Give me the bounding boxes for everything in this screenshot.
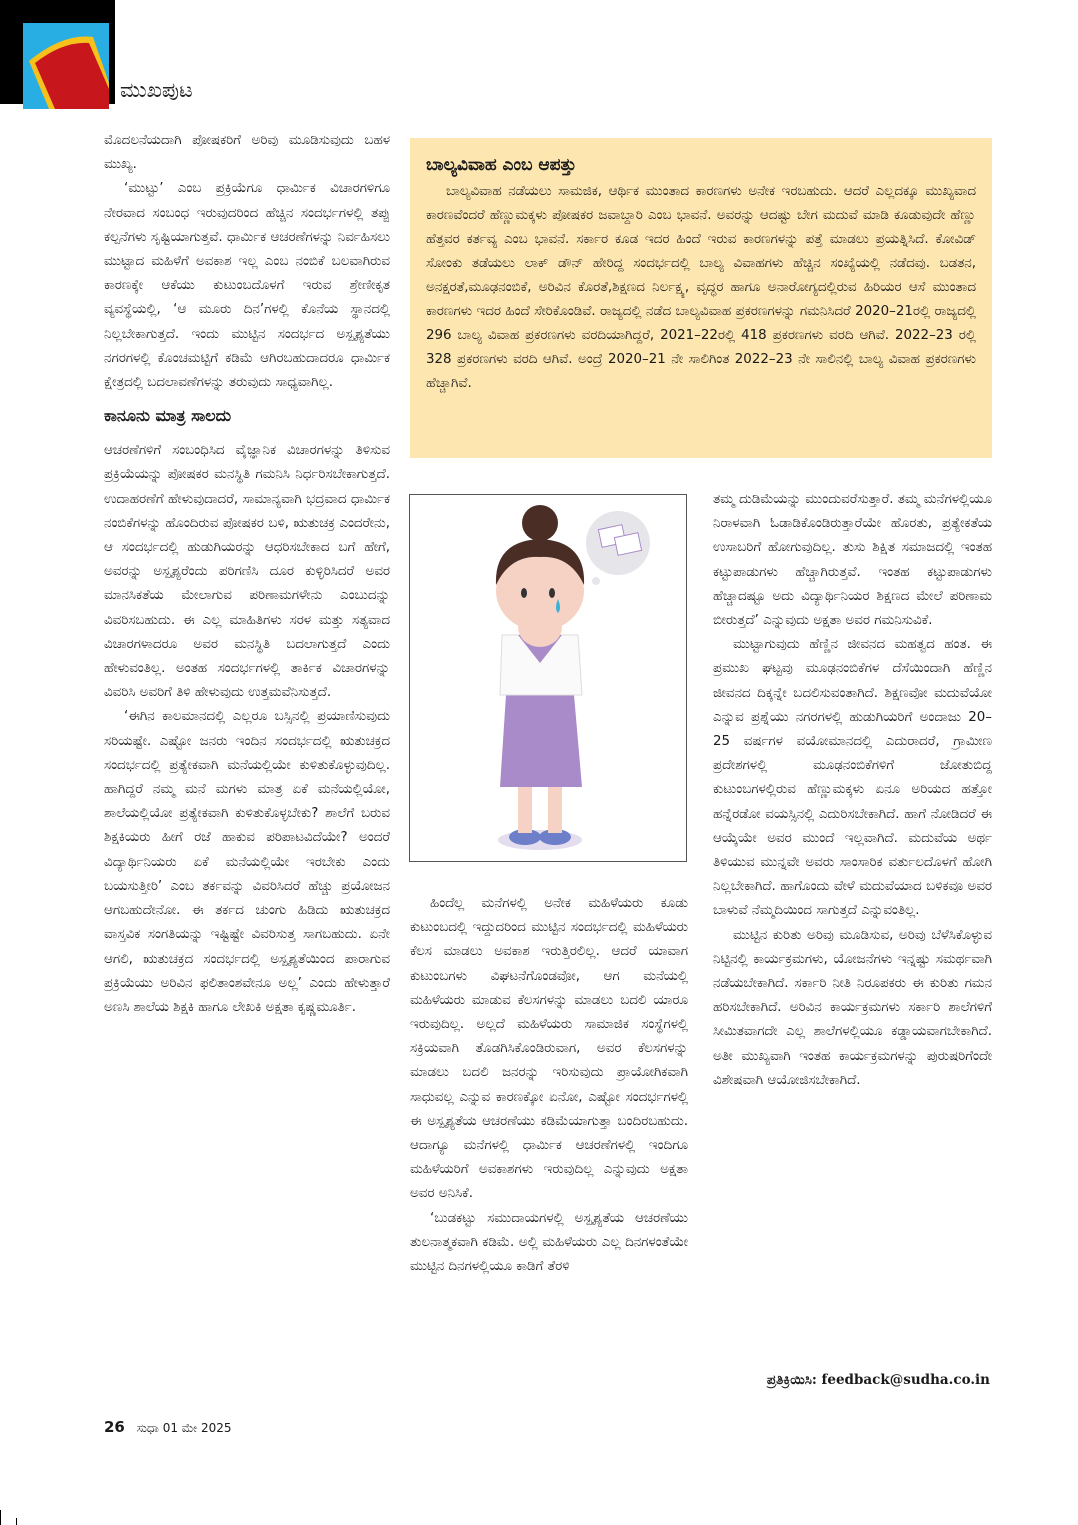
paragraph: ‘ಮುಟ್ಟು’ ಎಂಬ ಪ್ರಕ್ರಿಯೆಗೂ ಧಾರ್ಮಿಕ ವಿಚಾರಗಳಿಗೂ ನೇರವಾದ ಸಂಬಂಧ ಇರುವುದರಿಂದ ಹೆಚ್ಚಿನ ಸಂದರ್ಭಗಳಲ್ಲಿ ತಪ್ಪು ಕಲ್ಪನೆಗಳು ಸೃಷ್ಟಿಯಾಗುತ್ತವೆ. ಧಾರ್ಮಿಕ ಆಚರಣೆಗಳನ್ನು ನಿರ್ವಹಿಸಲು ಮುಟ್ಟಾದ ಮಹಿಳೆಗೆ ಅವಕಾಶ ಇಲ್ಲ ಎಂಬ ನಂಬಿಕೆ ಬಲವಾಗಿರುವ ಕಾರಣಕ್ಕೇ ಆಕೆಯು ಕುಟುಂಬದೊಳಗೆ ಇರುವ ಶ್ರೇಣೀಕೃತ ವ್ಯವಸ್ಥೆಯಲ್ಲಿ, ‘ಆ ಮೂರು ದಿನ’ಗಳಲ್ಲಿ ಕೊನೆಯ ಸ್ಥಾನದಲ್ಲಿ ನಿಲ್ಲಬೇಕಾಗುತ್ತದೆ. ಇಂದು ಮುಟ್ಟಿನ ಸಂದರ್ಭದ ಅಸ್ಪೃಶ್ಯತೆಯು ನಗರಗಳಲ್ಲಿ ಕೊಂಚಮಟ್ಟಿಗೆ ಕಡಿಮೆ ಆಗಿರಬಹುದಾದರೂ ಧಾರ್ಮಿಕ ಕ್ಷೇತ್ರದಲ್ಲಿ ಬದಲಾವಣೆಗಳನ್ನು ತರುವುದು ಸಾಧ್ಯವಾಗಿಲ್ಲ.: [104, 181, 390, 391]
paragraph: ಮುಟ್ಟಿನ ಕುರಿತು ಅರಿವು ಮೂಡಿಸುವ, ಅರಿವು ಬೆಳೆಸಿಕೊಳ್ಳುವ ನಿಟ್ಟಿನಲ್ಲಿ ಕಾರ್ಯಕ್ರಮಗಳು, ಯೋಜನೆಗಳು ಇನ್ನಷ್ಟು ಸಮರ್ಥವಾಗಿ ನಡೆಯಬೇಕಾಗಿದೆ. ಸರ್ಕಾರಿ ನೀತಿ ನಿರೂಪಕರು ಈ ಕುರಿತು ಗಮನ ಹರಿಸಬೇಕಾಗಿದೆ. ಅರಿವಿನ ಕಾರ್ಯಕ್ರಮಗಳು ಸರ್ಕಾರಿ ಶಾಲೆಗಳಿಗೆ ಸೀಮಿತವಾಗದೇ ಎಲ್ಲ ಶಾಲೆಗಳಲ್ಲಿಯೂ ಕಡ್ಡಾಯವಾಗಬೇಕಾಗಿದೆ. ಅತೀ ಮುಖ್ಯವಾಗಿ ಇಂತಹ ಕಾರ್ಯಕ್ರಮಗಳನ್ನು ಪುರುಷರಿಗೆಂದೇ ವಿಶೇಷವಾಗಿ ಆಯೋಜಿಸಬೇಕಾಗಿದೆ.: [713, 927, 992, 1088]
crop-mark: [0, 1510, 1, 1525]
article-column-2: [410, 892, 688, 1279]
page-footer: [104, 1418, 231, 1436]
paragraph: ಆಚರಣೆಗಳಿಗೆ ಸಂಬಂಧಿಸಿದ ವೈಜ್ಞಾನಿಕ ವಿಚಾರಗಳನ್ನು ತಿಳಿಸುವ ಪ್ರಕ್ರಿಯೆಯನ್ನು ಪೋಷಕರ ಮನಸ್ಥಿತಿ ಗಮನಿಸಿ ನಿರ್ಧರಿಸಬೇಕಾಗುತ್ತದೆ. ಉದಾಹರಣೆಗೆ ಹೇಳುವುದಾದರೆ, ಸಾಮಾನ್ಯವಾಗಿ ಭದ್ರವಾದ ಧಾರ್ಮಿಕ ನಂಬಿಕೆಗಳನ್ನು ಹೊಂದಿರುವ ಪೋಷಕರ ಬಳಿ, ಋತುಚಕ್ರ ಎಂದರೇನು, ಆ ಸಂದರ್ಭದಲ್ಲಿ ಹುಡುಗಿಯರನ್ನು ಆಧರಿಸಬೇಕಾದ ಬಗೆ ಹೇಗೆ, ಅವರನ್ನು ಅಸ್ಪೃಶ್ಯರೆಂದು ಪರಿಗಣಿಸಿ ದೂರ ಕುಳ್ಳಿರಿಸಿದರೆ ಅವರ ಮಾನಸಿಕತೆಯ ಮೇಲಾಗುವ ಪರಿಣಾಮಗಳೇನು ಎಂಬುದನ್ನು ವಿವರಿಸಬಹುದು. ಈ ಎಲ್ಲ ಮಾಹಿತಿಗಳು ಸರಳ ಮತ್ತು ಸತ್ಯವಾದ ವಿಚಾರಗಳಾದರೂ ಅವರ ಮನಸ್ಥಿತಿ ಬದಲಾಗುತ್ತದೆ ಎಂದು ಹೇಳುವಂತಿಲ್ಲ. ಅಂತಹ ಸಂದರ್ಭಗಳಲ್ಲಿ ತಾರ್ಕಿಕ ವಿಚಾರಗಳನ್ನು ವಿವರಿಸಿ ಅವರಿಗೆ ತಿಳಿ ಹೇಳುವುದು ಉತ್ತಮವೆನಿಸುತ್ತದೆ.: [104, 443, 390, 701]
article-column-1: [104, 129, 390, 1020]
paragraph: ಮೊದಲನೆಯದಾಗಿ ಪೋಷಕರಿಗೆ ಅರಿವು ಮೂಡಿಸುವುದು ಬಹಳ ಮುಖ್ಯ.: [104, 133, 390, 173]
paragraph: ‘ಈಗಿನ ಕಾಲಮಾನದಲ್ಲಿ ಎಲ್ಲರೂ ಬಸ್ಸಿನಲ್ಲಿ ಪ್ರಯಾಣಿಸುವುದು ಸರಿಯಷ್ಟೇ. ಎಷ್ಟೋ ಜನರು ಇಂದಿನ ಸಂದರ್ಭದಲ್ಲಿ ಋತುಚಕ್ರದ ಸಂದರ್ಭದಲ್ಲಿ ಪ್ರತ್ಯೇಕವಾಗಿ ಮನೆಯಲ್ಲಿಯೇ ಕುಳಿತುಕೊಳ್ಳುವುದಿಲ್ಲ. ಹಾಗಿದ್ದರೆ ನಮ್ಮ ಮನೆ ಮಗಳು ಮಾತ್ರ ಏಕೆ ಮನೆಯಲ್ಲಿಯೋ, ಶಾಲೆಯಲ್ಲಿಯೋ ಪ್ರತ್ಯೇಕವಾಗಿ ಕುಳಿತುಕೊಳ್ಳಬೇಕು? ಶಾಲೆಗೆ ಬರುವ ಶಿಕ್ಷಕಿಯರು ಹೀಗೆ ರಜೆ ಹಾಕುವ ಪರಿಪಾಟವಿದೆಯೇ? ಅಂದರೆ ವಿದ್ಯಾರ್ಥಿನಿಯರು ಏಕೆ ಮನೆಯಲ್ಲಿಯೇ ಇರಬೇಕು ಎಂದು ಬಯಸುತ್ತೀರಿ’ ಎಂಬ ತರ್ಕವನ್ನು ವಿವರಿಸಿದರೆ ಹೆಚ್ಚು ಪ್ರಯೋಜನ ಆಗಬಹುದೇನೋ. ಈ ತರ್ಕದ ಚುಂಗು ಹಿಡಿದು ಋತುಚಕ್ರದ ವಾಸ್ತವಿಕ ಸಂಗತಿಯನ್ನು ಇಷ್ಟಿಷ್ಟೇ ವಿವರಿಸುತ್ತ ಸಾಗಬಹುದು. ಏನೇ ಆಗಲಿ, ಋತುಚಕ್ರದ ಸಂದರ್ಭದಲ್ಲಿ ಅಸ್ಪೃಶ್ಯತೆಯಿಂದ ಪಾರಾಗುವ ಪ್ರಕ್ರಿಯೆಯು ಅರಿವಿನ ಫಲಿತಾಂಶವೇನೂ ಅಲ್ಲ’ ಎಂದು ಹೇಳುತ್ತಾರೆ ಅಣಸಿ ಶಾಲೆಯ ಶಿಕ್ಷಕಿ ಹಾಗೂ ಲೇಖಕಿ ಅಕ್ಷತಾ ಕೃಷ್ಣಮೂರ್ತಿ.: [104, 709, 390, 1015]
paragraph: ತಮ್ಮ ದುಡಿಮೆಯನ್ನು ಮುಂದುವರೆಸುತ್ತಾರೆ. ತಮ್ಮ ಮನೆಗಳಲ್ಲಿಯೂ ನಿರಾಳವಾಗಿ ಓಡಾಡಿಕೊಂಡಿರುತ್ತಾರೆಯೇ ಹೊರತು, ಪ್ರತ್ಯೇಕತೆಯ ಉಸಾಬರಿಗೆ ಹೋಗುವುದಿಲ್ಲ. ತುಸು ಶಿಕ್ಷಿತ ಸಮಾಜದಲ್ಲಿ ಇಂತಹ ಕಟ್ಟುಪಾಡುಗಳು ಹೆಚ್ಚಾಗಿರುತ್ತವೆ. ಇಂತಹ ಕಟ್ಟುಪಾಡುಗಳು ಹೆಚ್ಚಾದಷ್ಟೂ ಅದು ವಿದ್ಯಾರ್ಥಿನಿಯರ ಶಿಕ್ಷಣದ ಮೇಲೆ ಪರಿಣಾಮ ಬೀರುತ್ತದೆ’ ಎನ್ನುವುದು ಅಕ್ಷತಾ ಅವರ ಗಮನಿಸುವಿಕೆ.: [713, 492, 992, 629]
page-number: 26: [104, 1418, 125, 1436]
paragraph: ಹಿಂದೆಲ್ಲ ಮನೆಗಳಲ್ಲಿ ಅನೇಕ ಮಹಿಳೆಯರು ಕೂಡು ಕುಟುಂಬದಲ್ಲಿ ಇದ್ದುದರಿಂದ ಮುಟ್ಟಿನ ಸಂದರ್ಭದಲ್ಲಿ ಮಹಿಳೆಯರು ಕೆಲಸ ಮಾಡಲು ಅವಕಾಶ ಇರುತ್ತಿರಲಿಲ್ಲ. ಆದರೆ ಯಾವಾಗ ಕುಟುಂಬಗಳು ವಿಘಟನೆಗೊಂಡವೋ, ಆಗ ಮನೆಯಲ್ಲಿ ಮಹಿಳೆಯರು ಮಾಡುವ ಕೆಲಸಗಳನ್ನು ಮಾಡಲು ಬದಲಿ ಯಾರೂ ಇರುವುದಿಲ್ಲ. ಅಲ್ಲದೆ ಮಹಿಳೆಯರು ಸಾಮಾಜಿಕ ಸಂಸ್ಥೆಗಳಲ್ಲಿ ಸಕ್ರಿಯವಾಗಿ ತೊಡಗಿಸಿಕೊಂಡಿರುವಾಗ, ಅವರ ಕೆಲಸಗಳನ್ನು ಮಾಡಲು ಬದಲಿ ಜನರನ್ನು ಇರಿಸುವುದು ಪ್ರಾಯೋಗಿಕವಾಗಿ ಸಾಧುವಲ್ಲ ಎನ್ನುವ ಕಾರಣಕ್ಕೋ ಏನೋ, ಎಷ್ಟೋ ಸಂದರ್ಭಗಳಲ್ಲಿ ಈ ಅಸ್ಪೃಶ್ಯತೆಯ ಆಚರಣೆಯು ಕಡಿಮೆಯಾಗುತ್ತಾ ಬಂದಿರಬಹುದು. ಆದಾಗ್ಯೂ ಮನೆಗಳಲ್ಲಿ ಧಾರ್ಮಿಕ ಆಚರಣೆಗಳಲ್ಲಿ ಇಂದಿಗೂ ಮಹಿಳೆಯರಿಗೆ ಅವಕಾಶಗಳು ಇರುವುದಿಲ್ಲ ಎನ್ನುವುದು ಅಕ್ಷತಾ ಅವರ ಅನಿಸಿಕೆ.: [410, 896, 688, 1202]
girl-worried-illustration: [409, 494, 687, 862]
paragraph: ‘ಬುಡಕಟ್ಟು ಸಮುದಾಯಗಳಲ್ಲಿ ಅಸ್ಪೃಶ್ಯತೆಯ ಆಚರಣೆಯು ತುಲನಾತ್ಮಕವಾಗಿ ಕಡಿಮೆ. ಅಲ್ಲಿ ಮಹಿಳೆಯರು ಎಲ್ಲ ದಿನಗಳಂತೆಯೇ ಮುಟ್ಟಿನ ದಿನಗಳಲ್ಲಿಯೂ ಕಾಡಿಗೆ ತೆರಳಿ: [410, 1210, 688, 1275]
child-marriage-box: [410, 138, 992, 458]
subheading: ಕಾನೂನು ಮಾತ್ರ ಸಾಲದು: [104, 406, 232, 426]
article-column-3: [713, 488, 992, 1093]
section-label: ಮುಖಪುಟ: [120, 78, 193, 102]
box-text: ಬಾಲ್ಯವಿವಾಹ ನಡೆಯಲು ಸಾಮಜಿಕ, ಆರ್ಥಿಕ ಮುಂತಾದ ಕಾರಣಗಳು ಅನೇಕ ಇರಬಹುದು. ಆದರೆ ಎಲ್ಲದಕ್ಕೂ ಮುಖ್ಯವಾದ ಕಾರಣವೆಂದರೆ ಹೆಣ್ಣುಮಕ್ಕಳು ಪೋಷಕರ ಜವಾಬ್ದಾರಿ ಎಂಬ ಭಾವನೆ. ಅವರನ್ನು ಆದಷ್ಟು ಬೇಗ ಮದುವೆ ಮಾಡಿ ಕೂಡುವುದೇ ಹೆಣ್ಣು ಹೆತ್ತವರ ಕರ್ತವ್ಯ ಎಂಬ ಭಾವನೆ. ಸರ್ಕಾರ ಕೂಡ ಇದರ ಹಿಂದೆ ಇರುವ ಕಾರಣಗಳನ್ನು ಪತ್ತೆ ಮಾಡಲು ಪ್ರಯತ್ನಿಸಿದೆ. ಕೋವಿಡ್ ಸೋಂಕು ತಡೆಯಲು ಲಾಕ್ ಡೌನ್ ಹೇರಿದ್ದ ಸಂದರ್ಭದಲ್ಲಿ ಬಾಲ್ಯ ವಿವಾಹಗಳು ಹೆಚ್ಚಿನ ಸಂಖ್ಯೆಯಲ್ಲಿ ನಡೆದವು. ಬಡತನ, ಅನಕ್ಷರತೆ,ಮೂಢನಂಬಿಕೆ, ಅರಿವಿನ ಕೊರತೆ,ಶಿಕ್ಷಣದ ನಿರ್ಲಕ್ಷ್ಯ, ವೃದ್ಧರ ಹಾಗೂ ಅನಾರೋಗ್ಯದಲ್ಲಿರುವ ಹಿರಿಯರ ಆಸೆ ಮುಂತಾದ ಕಾರಣಗಳು ಇದರ ಹಿಂದೆ ಸೇರಿಕೊಂಡಿವೆ. ರಾಜ್ಯದಲ್ಲಿ ನಡೆದ ಬಾಲ್ಯವಿವಾಹ ಪ್ರಕರಣಗಳನ್ನು ಗಮನಿಸಿದರೆ 2020–21ರಲ್ಲಿ ರಾಜ್ಯದಲ್ಲಿ 296 ಬಾಲ್ಯ ವಿವಾಹ ಪ್ರಕರಣಗಳು ವರದಿಯಾಗಿದ್ದರೆ, 2021–22ರಲ್ಲಿ 418 ಪ್ರಕರಣಗಳು ವರದಿ ಆಗಿವೆ. 2022–23 ರಲ್ಲಿ 328 ಪ್ರಕರಣಗಳು ವರದಿ ಆಗಿವೆ. ಅಂದ್ರೆ 2020–21 ನೇ ಸಾಲಿಗಿಂತ 2022–23 ನೇ ಸಾಲಿನಲ್ಲಿ ಬಾಲ್ಯ ವಿವಾಹ ಪ್ರಕರಣಗಳು ಹೆಚ್ಚಾಗಿವೆ.: [426, 184, 976, 391]
box-title: ಬಾಲ್ಯವಿವಾಹ ಎಂಬ ಆಪತ್ತು: [426, 155, 577, 175]
magazine-date: ಸುಧಾ 01 ಮೇ 2025: [136, 1421, 232, 1435]
crop-mark: [16, 1518, 17, 1525]
feedback-email-link[interactable]: ಪ್ರತಿಕ್ರಿಯಿಸಿ: feedback@sudha.co.in: [766, 1372, 990, 1388]
paragraph: ಮುಟ್ಟಾಗುವುದು ಹೆಣ್ಣಿನ ಜೀವನದ ಮಹತ್ವದ ಹಂತ. ಈ ಪ್ರಮುಖ ಘಟ್ಟವು ಮೂಢನಂಬಿಕೆಗಳ ದೆಸೆಯಿಂದಾಗಿ ಹೆಣ್ಣಿನ ಜೀವನದ ದಿಕ್ಕನ್ನೇ ಬದಲಿಸುವಂತಾಗಿದೆ. ಶಿಕ್ಷಣವೋ ಮದುವೆಯೋ ಎನ್ನುವ ಪ್ರಶ್ನೆಯು ನಗರಗಳಲ್ಲಿ ಹುಡುಗಿಯರಿಗೆ ಅಂದಾಜು 20–25 ವರ್ಷಗಳ ವಯೋಮಾನದಲ್ಲಿ ಎದುರಾದರೆ, ಗ್ರಾಮೀಣ ಪ್ರದೇಶಗಳಲ್ಲಿ ಮೂಢನಂಬಿಕೆಗಳಿಗೆ ಜೋತುಬಿದ್ದ ಕುಟುಂಬಗಳಲ್ಲಿರುವ ಹೆಣ್ಣುಮಕ್ಕಳು ಏನೂ ಅರಿಯದ ಹತ್ತೋ ಹನ್ನೆರಡೋ ವಯಸ್ಸಿನಲ್ಲಿ ಎದುರಿಸಬೇಕಾಗಿದೆ. ಹಾಗೆ ನೋಡಿದರೆ ಈ ಆಯ್ಕೆಯೇ ಅವರ ಮುಂದೆ ಇಲ್ಲವಾಗಿದೆ. ಮದುವೆಯ ಅರ್ಥ ತಿಳಿಯುವ ಮುನ್ನವೇ ಅವರು ಸಾಂಸಾರಿಕ ವರ್ತುಲದೊಳಗೆ ಹೋಗಿ ನಿಲ್ಲಬೇಕಾಗಿದೆ. ಹಾಗೊಂದು ವೇಳೆ ಮದುವೆಯಾದ ಬಳಿಕವೂ ಅವರ ಬಾಳುವೆ ನೆಮ್ಮದಿಯಿಂದ ಸಾಗುತ್ತದೆ ಎನ್ನುವಂತಿಲ್ಲ.: [713, 637, 992, 919]
book-logo-icon: [23, 23, 109, 109]
